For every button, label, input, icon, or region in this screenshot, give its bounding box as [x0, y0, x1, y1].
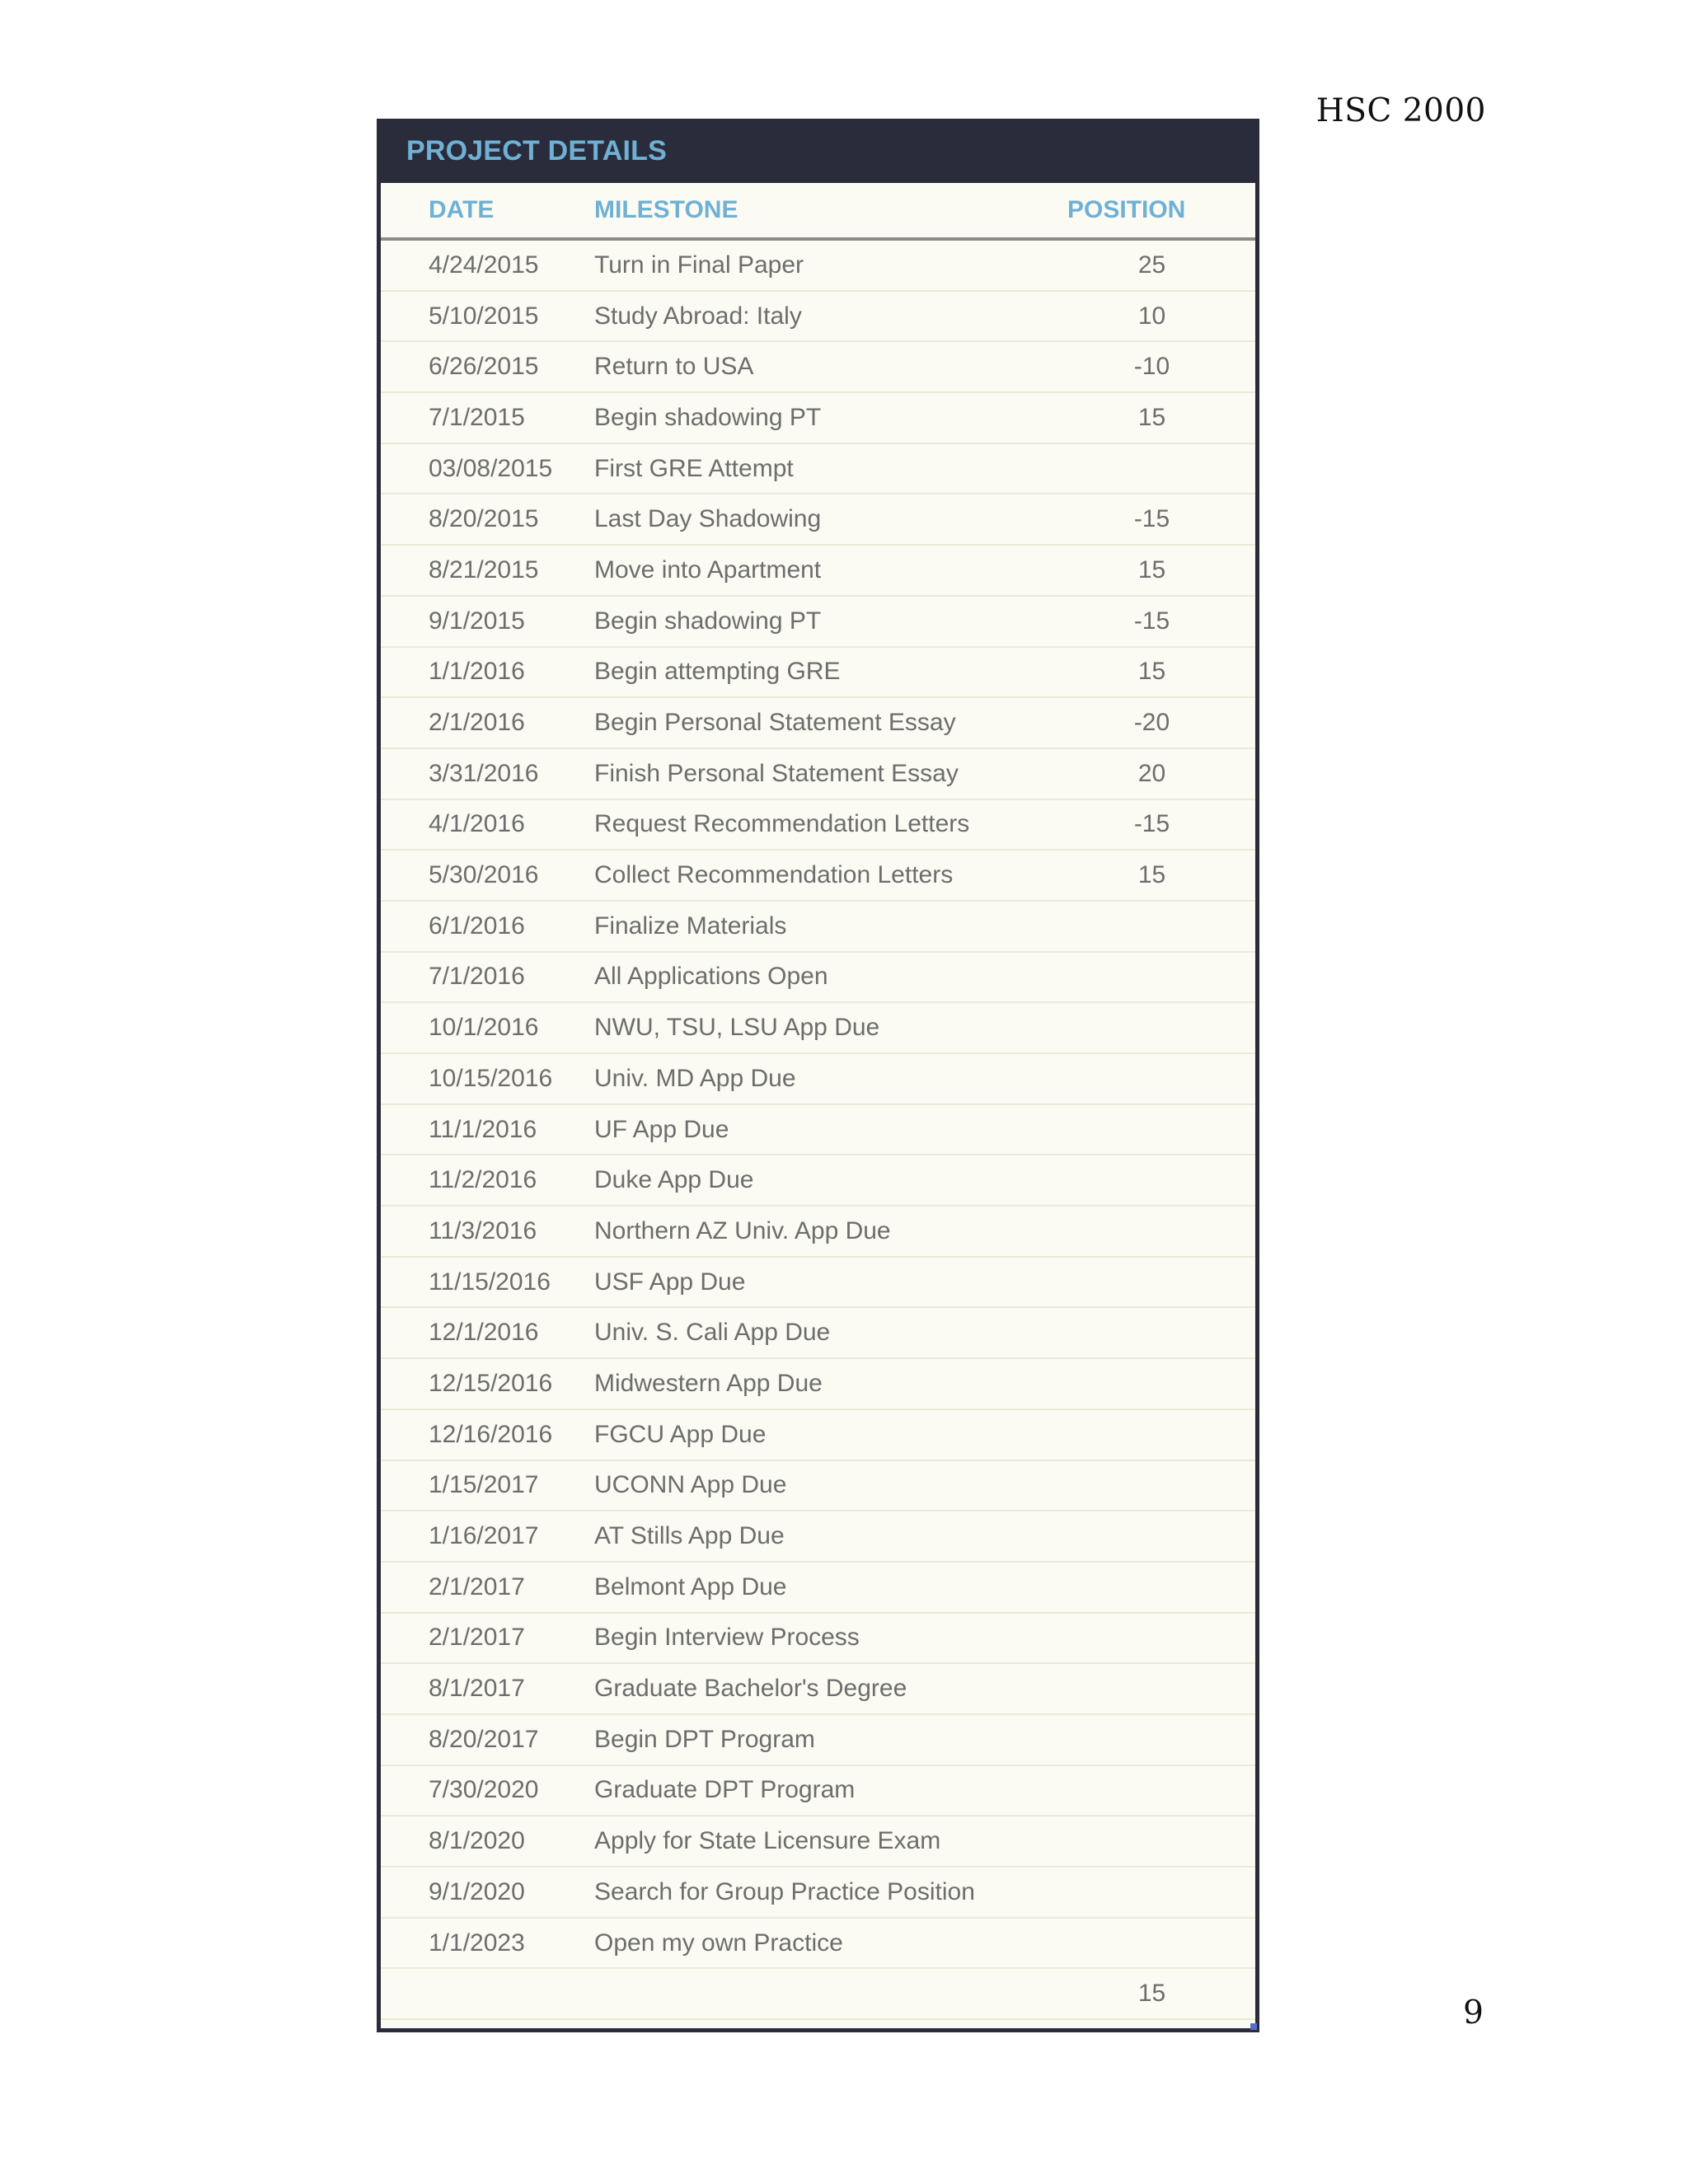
column-header-position: POSITION [1067, 196, 1186, 223]
cell-date: 12/16/2016 [429, 1420, 553, 1448]
cell-date: 8/1/2017 [429, 1675, 525, 1703]
table-row [381, 1715, 1255, 1766]
table-row [381, 1461, 1255, 1512]
table-row [381, 393, 1255, 444]
cell-date: 1/1/2023 [429, 1929, 525, 1957]
table-row [381, 1816, 1255, 1868]
cell-milestone: Apply for State Licensure Exam [594, 1827, 941, 1855]
table-row [381, 342, 1255, 393]
running-header: HSC 2000 [1315, 92, 1486, 129]
cell-position: -15 [1133, 810, 1170, 838]
cell-date: 11/15/2016 [429, 1268, 551, 1296]
cell-date: 8/20/2017 [429, 1725, 539, 1753]
cell-milestone: Return to USA [594, 353, 754, 381]
cell-milestone: Open my own Practice [594, 1929, 843, 1957]
cell-position: -10 [1133, 353, 1170, 381]
table-row [381, 241, 1255, 292]
table-row [381, 1207, 1255, 1258]
table-row [381, 1359, 1255, 1410]
cell-date: 1/16/2017 [429, 1522, 539, 1550]
cell-date: 6/26/2015 [429, 353, 539, 381]
cell-date: 10/15/2016 [429, 1064, 553, 1092]
cell-date: 12/1/2016 [429, 1319, 539, 1347]
cell-date: 5/30/2016 [429, 861, 539, 889]
table-row [381, 953, 1255, 1004]
cell-milestone: UF App Due [594, 1115, 729, 1143]
cell-date: 2/1/2017 [429, 1572, 525, 1601]
table-row [381, 1766, 1255, 1817]
cell-position: 20 [1137, 759, 1166, 787]
page-number: 9 [1463, 1994, 1484, 2032]
cell-date: 8/1/2020 [429, 1827, 525, 1855]
cell-date: 7/1/2015 [429, 403, 525, 431]
cell-date: 8/20/2015 [429, 505, 539, 533]
cell-milestone: Graduate Bachelor's Degree [594, 1675, 907, 1703]
table-row [381, 292, 1255, 343]
cell-milestone: First GRE Attempt [594, 454, 794, 482]
table-title: PROJECT DETAILS [406, 134, 667, 166]
cell-milestone: Belmont App Due [594, 1572, 787, 1601]
cell-date: 11/2/2016 [429, 1166, 537, 1194]
cell-date: 5/10/2015 [429, 302, 539, 330]
cell-milestone: Finalize Materials [594, 912, 787, 940]
cell-date: 03/08/2015 [429, 454, 553, 482]
table-row [381, 1410, 1255, 1461]
table-row [381, 800, 1255, 851]
table-row [381, 1003, 1255, 1054]
cell-milestone: Turn in Final Paper [594, 251, 804, 279]
cell-milestone: FGCU App Due [594, 1420, 767, 1448]
table-row [381, 1155, 1255, 1207]
column-header-milestone: MILESTONE [594, 196, 738, 223]
cell-position: 15 [1137, 861, 1166, 889]
cell-position: 15 [1137, 1980, 1166, 2008]
cell-milestone: Move into Apartment [594, 555, 822, 583]
table-row [381, 1054, 1255, 1105]
cell-date: 2/1/2017 [429, 1624, 525, 1652]
cell-milestone: Graduate DPT Program [594, 1776, 856, 1804]
cell-date: 4/24/2015 [429, 251, 539, 279]
cell-milestone: All Applications Open [594, 963, 828, 991]
cell-position: -15 [1133, 505, 1170, 533]
cell-milestone: Begin Interview Process [594, 1624, 860, 1652]
cell-milestone: Midwestern App Due [594, 1369, 823, 1397]
table-row [381, 1614, 1255, 1665]
column-header-date: DATE [429, 196, 495, 223]
cell-position: 10 [1137, 302, 1166, 330]
table-row [381, 1969, 1255, 2020]
table-row [381, 1258, 1255, 1309]
cell-milestone: Study Abroad: Italy [594, 302, 802, 330]
table-rows [381, 241, 1255, 2020]
table-row [381, 698, 1255, 749]
column-header-row [381, 183, 1255, 241]
cell-milestone: UCONN App Due [594, 1471, 787, 1499]
cell-milestone: NWU, TSU, LSU App Due [594, 1014, 880, 1042]
cell-date: 4/1/2016 [429, 810, 525, 838]
project-details-table [377, 119, 1259, 2032]
table-row [381, 749, 1255, 800]
cell-milestone: Collect Recommendation Letters [594, 861, 954, 889]
cell-milestone: Search for Group Practice Position [594, 1877, 975, 1905]
cell-position: -20 [1133, 709, 1170, 737]
cell-position: 15 [1137, 658, 1166, 686]
cell-date: 11/1/2016 [429, 1115, 537, 1143]
cell-milestone: Univ. S. Cali App Due [594, 1319, 831, 1347]
cell-date: 6/1/2016 [429, 912, 525, 940]
cell-milestone: USF App Due [594, 1268, 746, 1296]
table-title-bar [381, 119, 1255, 183]
table-row [381, 851, 1255, 902]
table-row [381, 444, 1255, 495]
cell-date: 11/3/2016 [429, 1216, 537, 1244]
cell-milestone: Finish Personal Statement Essay [594, 759, 959, 787]
cell-date: 1/15/2017 [429, 1471, 539, 1499]
table-row [381, 597, 1255, 648]
cell-milestone: Begin attempting GRE [594, 658, 841, 686]
cell-milestone: Last Day Shadowing [594, 505, 822, 533]
table-row [381, 1919, 1255, 1970]
cell-date: 10/1/2016 [429, 1014, 539, 1042]
cell-milestone: Univ. MD App Due [594, 1064, 796, 1092]
table-row [381, 1664, 1255, 1715]
cell-milestone: Begin shadowing PT [594, 607, 822, 635]
table-resize-handle[interactable] [1250, 2023, 1257, 2030]
table-row [381, 1868, 1255, 1919]
cell-date: 8/21/2015 [429, 555, 539, 583]
cell-date: 9/1/2015 [429, 607, 525, 635]
table-row [381, 1563, 1255, 1614]
table-row [381, 902, 1255, 953]
table-row [381, 1308, 1255, 1359]
cell-date: 12/15/2016 [429, 1369, 553, 1397]
cell-date: 1/1/2016 [429, 658, 525, 686]
cell-milestone: AT Stills App Due [594, 1522, 785, 1550]
cell-position: -15 [1133, 607, 1170, 635]
cell-date: 7/30/2020 [429, 1776, 539, 1804]
cell-date: 3/31/2016 [429, 759, 539, 787]
cell-milestone: Begin Personal Statement Essay [594, 709, 956, 737]
table-row [381, 494, 1255, 546]
cell-date: 2/1/2016 [429, 709, 525, 737]
cell-milestone: Begin shadowing PT [594, 403, 822, 431]
table-row [381, 546, 1255, 597]
table-row [381, 1511, 1255, 1563]
table-row [381, 648, 1255, 699]
cell-date: 9/1/2020 [429, 1877, 525, 1905]
cell-milestone: Request Recommendation Letters [594, 810, 970, 838]
cell-milestone: Begin DPT Program [594, 1725, 815, 1753]
cell-date: 7/1/2016 [429, 963, 525, 991]
table-row [381, 1105, 1255, 1156]
cell-milestone: Duke App Due [594, 1166, 754, 1194]
table-body [381, 183, 1255, 2028]
cell-position: 25 [1137, 251, 1166, 279]
cell-position: 15 [1137, 403, 1166, 431]
cell-position: 15 [1137, 555, 1166, 583]
cell-milestone: Northern AZ Univ. App Due [594, 1216, 891, 1244]
